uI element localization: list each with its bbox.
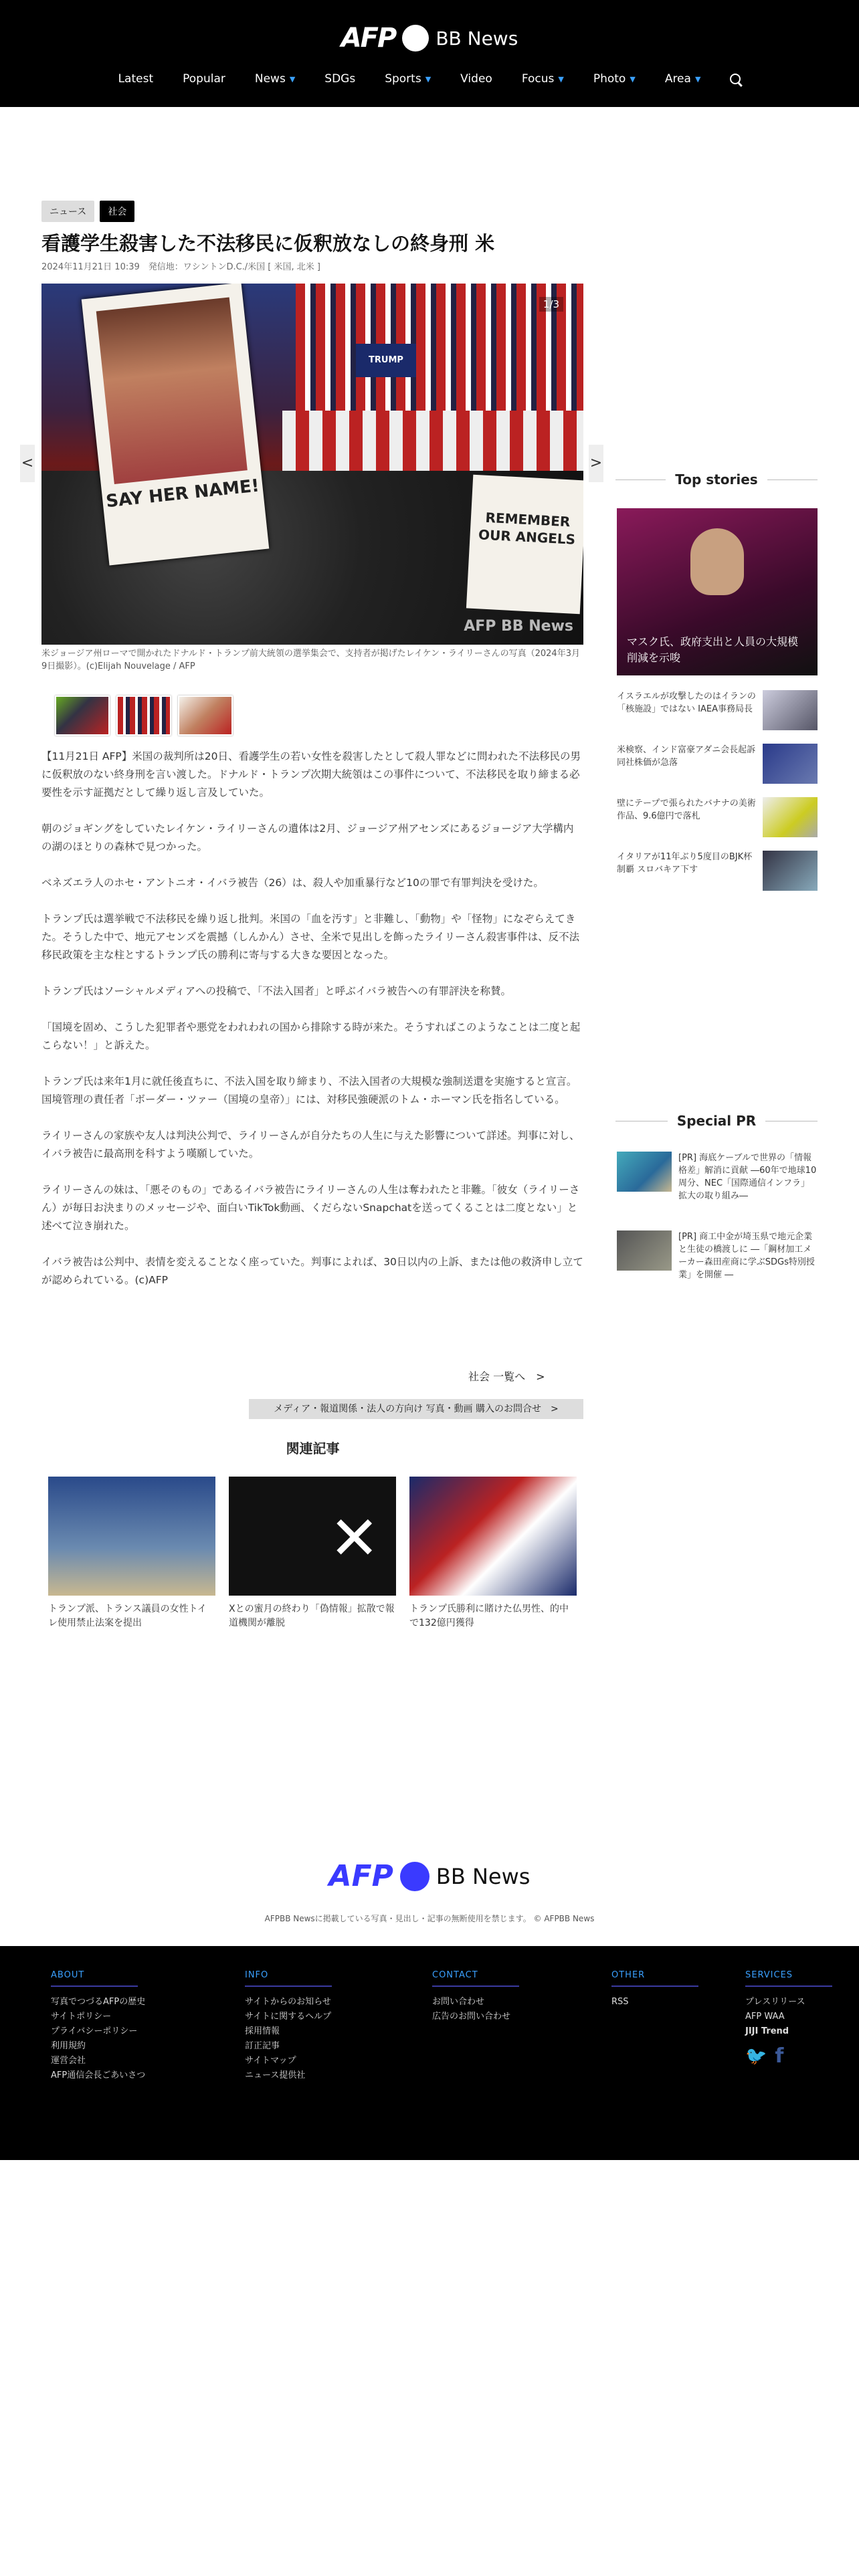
image-counter: 1/3 <box>539 297 563 312</box>
chevron-down-icon: ▼ <box>558 74 564 84</box>
top-story-item[interactable]: 壁にテープで張られたバナナの美術作品、9.6億円で落札 <box>617 797 818 837</box>
portrait-photo <box>96 298 248 484</box>
top-stories-heading: Top stories <box>615 471 818 488</box>
thumbnail-3[interactable] <box>178 695 233 736</box>
facebook-icon[interactable]: f <box>775 2044 784 2068</box>
nav-item-focus[interactable]: Focus ▼ <box>521 72 564 86</box>
photo-sign <box>82 284 269 565</box>
site-logo[interactable] <box>0 23 859 53</box>
search-button[interactable] <box>730 74 741 84</box>
article-paragraph: トランプ氏はソーシャルメディアへの投稿で、「不法入国者」と呼ぶイバラ被告への有罪評決を称賛。 <box>41 985 511 997</box>
footer-link[interactable]: 写真でつづるAFPの歴史 <box>51 1997 146 2007</box>
top-story-item[interactable]: 米検察、インド富豪アダニ会長起訴 同社株価が急落 <box>617 744 818 784</box>
related-caption: トランプ派、トランス議員の女性トイレ使用禁止法案を提出 <box>48 1604 207 1628</box>
category-list-link[interactable]: 社会 一覧へ > <box>468 1370 545 1383</box>
footer-column-other <box>611 1970 698 2010</box>
article-main-image[interactable] <box>41 284 583 645</box>
article-paragraph: トランプ氏は選挙戦で不法移民を繰り返し批判。米国の「血を汚す」と非難し、「動物」や「怪物」になぞらえてきた。そうした中で、地元アセンズを震撼（しんかん）させ、全米で見出しを飾ったライリーさん殺害事件は、反不法移民政策を主な柱とするトランプ氏の勝利に寄与する大きな要因となった。 <box>41 913 580 961</box>
footer-link[interactable]: お問い合わせ <box>432 1997 485 2007</box>
footer-column-about <box>51 1970 145 2083</box>
related-image-trump <box>409 1477 577 1596</box>
footer-column-heading: SERVICES <box>745 1970 832 1987</box>
footer-column-heading: ABOUT <box>51 1970 138 1987</box>
stage-bunting <box>282 411 583 471</box>
footer-link[interactable]: サイトマップ <box>245 2056 296 2066</box>
footer-link[interactable]: プレスリリース <box>745 1997 805 2007</box>
article-body <box>41 748 583 1307</box>
footer-link[interactable]: RSS <box>611 1997 629 2007</box>
article-badges <box>41 201 134 222</box>
top-story-item[interactable]: イスラエルが攻撃したのはイランの「核施設」ではない IAEA事務局長 <box>617 690 818 730</box>
chevron-down-icon: ▼ <box>630 74 636 84</box>
footer-link[interactable]: AFP通信会長ごあいさつ <box>51 2070 146 2080</box>
related-caption: トランプ氏勝利に賭けた仏男性、的中で132億円獲得 <box>409 1604 569 1628</box>
footer-link[interactable]: サイトポリシー <box>51 2012 112 2022</box>
article-meta: 2024年11月21日 10:39 発信地：ワシントンD.C./米国 [ 米国, 北米 ] <box>41 262 320 272</box>
feature-caption: マスク氏、政府支出と人員の大規模削減を示唆 <box>627 635 799 664</box>
nav-item-latest[interactable]: Latest <box>118 72 154 86</box>
nav-item-area[interactable]: Area ▼ <box>664 72 701 86</box>
footer-link[interactable]: AFP WAA <box>745 2012 785 2022</box>
image-watermark: AFP BB News <box>464 618 573 635</box>
pr-item[interactable]: [PR] 海底ケーブルで世界の「情報格差」解消に貢献 ―60年で地球10周分、NEC「国際通信インフラ」拡大の取り組み― <box>617 1152 818 1205</box>
sign-text: SAY HER NAME! <box>104 475 261 512</box>
remember-sign-text: REMEMBER OUR ANGELS <box>478 509 576 548</box>
prev-image-arrow[interactable]: < <box>20 445 35 482</box>
nav-item-popular[interactable]: Popular <box>183 72 225 86</box>
social-links <box>745 2044 832 2068</box>
footer-link[interactable]: ニュース提供社 <box>245 2070 306 2080</box>
footer-column-contact <box>432 1970 519 2024</box>
twitter-icon[interactable]: 🐦 <box>745 2046 767 2066</box>
image-caption: 米ジョージア州ローマで開かれたドナルド・トランプ前大統領の選挙集会で、支持者が掲げたレイケン・ライリーさんの写真（2024年3月9日撮影）。(c)Elijah Nouvelage / AFP <box>41 649 580 671</box>
search-icon <box>730 74 741 84</box>
top-story-feature[interactable] <box>617 508 818 675</box>
footer-link[interactable]: JIJI Trend <box>745 2026 789 2036</box>
chevron-down-icon: ▼ <box>289 74 296 84</box>
article-paragraph: トランプ氏は来年1月に就任後直ちに、不法入国を取り締まり、不法入国者の大規模な強制送還を実施すると宣言。国境管理の責任者「ボーダー・ツァー（国境の皇帝）」には、対移民強硬派のトム・ホーマン氏を指名している。 <box>41 1075 577 1105</box>
site-footer <box>0 1946 859 2160</box>
footer-link[interactable]: プライバシーポリシー <box>51 2026 138 2036</box>
footer-column-info <box>245 1970 332 2083</box>
nav-item-sports[interactable]: Sports ▼ <box>385 72 432 86</box>
article-paragraph: ライリーさんの家族や友人は判決公判で、ライリーさんが自分たちの人生に与えた影響について詳述。判事に対し、イバラ被告に最高刑を科すよう嘆願していた。 <box>41 1130 580 1160</box>
image-thumbnails <box>55 695 233 736</box>
nav-item-photo[interactable]: Photo ▼ <box>593 72 636 86</box>
logo-afp: AFP <box>341 23 396 53</box>
footer-link[interactable]: 採用情報 <box>245 2026 280 2036</box>
footer-link[interactable]: 訂正記事 <box>245 2041 280 2051</box>
article-paragraph: ベネズエラ人のホセ・アントニオ・イバラ被告（26）は、殺人や加重暴行など10の罪で有罪判決を受けた。 <box>41 877 544 889</box>
article-paragraph: 「国境を固め、こうした犯罪者や悪党をわれわれの国から排除する時が来た。そうすればこのようなことは二度と起こらない！」と訴えた。 <box>41 1021 581 1051</box>
footer-column-heading: OTHER <box>611 1970 698 1987</box>
chevron-down-icon: ▼ <box>425 74 432 84</box>
related-item[interactable] <box>409 1477 577 1630</box>
site-header <box>0 0 859 107</box>
footer-link[interactable]: サイトからのお知らせ <box>245 1997 331 2007</box>
article-paragraph: 朝のジョギングをしていたレイケン・ライリーさんの遺体は2月、ジョージア州アセンズにあるジョージア大学構内の湖のほとりの森林で見つかった。 <box>41 823 574 853</box>
footer-column-services <box>745 1970 832 2068</box>
badge-news[interactable]: ニュース <box>41 201 94 222</box>
top-story-item[interactable]: イタリアが11年ぶり5度目のBJK杯制覇 スロバキア下す <box>617 851 818 891</box>
related-item[interactable] <box>48 1477 215 1630</box>
chevron-down-icon: ▼ <box>694 74 701 84</box>
article-paragraph: 【11月21日 AFP】米国の裁判所は20日、看護学生の若い女性を殺害したとして殺人罪などに問われた不法移民の男に仮釈放のない終身刑を言い渡した。ドナルド・トランプ次期大統領はこの事件について、不法移民を取り締まる必要性を示す証拠だとして繰り返し言及していた。 <box>41 750 581 798</box>
nav-item-video[interactable]: Video <box>460 72 492 86</box>
nav-item-news[interactable]: News ▼ <box>254 72 296 86</box>
article-paragraph: ライリーさんの妹は、「悪そのもの」であるイバラ被告にライリーさんの人生は奪われたと非難。「彼女（ライリーさん）が毎日お決まりのメッセージや、面白いTikTok動画、くだらないSnapchatを送ってくることは二度とない」と述べて泣き崩れた。 <box>41 1184 580 1232</box>
special-pr-heading: Special PR <box>615 1113 818 1129</box>
footer-column-heading: INFO <box>245 1970 332 1987</box>
main-nav <box>0 72 859 86</box>
purchase-inquiry-bar[interactable]: メディア・報道関係・法人の方向け 写真・動画 購入のお問合せ > <box>249 1399 583 1419</box>
related-item[interactable] <box>229 1477 396 1630</box>
footer-link[interactable]: サイトに関するヘルプ <box>245 2012 332 2022</box>
article-title: 看護学生殺害した不法移民に仮釈放なしの終身刑 米 <box>41 232 495 255</box>
article-paragraph: イバラ被告は公判中、表情を変えることなく座っていた。判事によれば、30日以内の上訴、または他の救済申し立てが認められている。(c)AFP <box>41 1256 583 1286</box>
remember-sign <box>466 475 583 615</box>
feature-portrait <box>690 528 744 595</box>
pr-item[interactable]: [PR] 商工中金が埼玉県で地元企業と生徒の橋渡しに ―「鋼材加工メーカー森田産商に学ぶSDGs特別授業」を開催 ― <box>617 1230 818 1284</box>
footer-link[interactable]: 運営会社 <box>51 2056 86 2066</box>
footer-link[interactable]: 広告のお問い合わせ <box>432 2012 511 2022</box>
logo-dot <box>402 25 429 51</box>
related-caption: Xとの蜜月の終わり「偽情報」拡散で報道機関が離脱 <box>229 1604 395 1628</box>
copyright: AFPBB Newsに掲載している写真・見出し・記事の無断使用を禁じます。 © AFPBB News <box>264 1914 595 1923</box>
related-image-x <box>229 1477 396 1596</box>
thumbnail-2[interactable] <box>116 695 171 736</box>
next-image-arrow[interactable]: > <box>589 445 603 482</box>
logo-bbnews: BB News <box>436 27 518 49</box>
podium-sign: TRUMP <box>356 344 416 377</box>
related-heading: 関連記事 <box>286 1440 340 1457</box>
footer-column-heading: CONTACT <box>432 1970 519 1987</box>
related-image-capitol <box>48 1477 215 1596</box>
badge-society[interactable]: 社会 <box>100 201 134 222</box>
footer-link[interactable]: 利用規約 <box>51 2041 86 2051</box>
thumbnail-1[interactable] <box>55 695 110 736</box>
nav-item-sdgs[interactable]: SDGs <box>324 72 356 86</box>
footer-logo[interactable]: AFP BB News <box>328 1859 531 1893</box>
x-logo-icon: ✕ <box>329 1503 380 1574</box>
